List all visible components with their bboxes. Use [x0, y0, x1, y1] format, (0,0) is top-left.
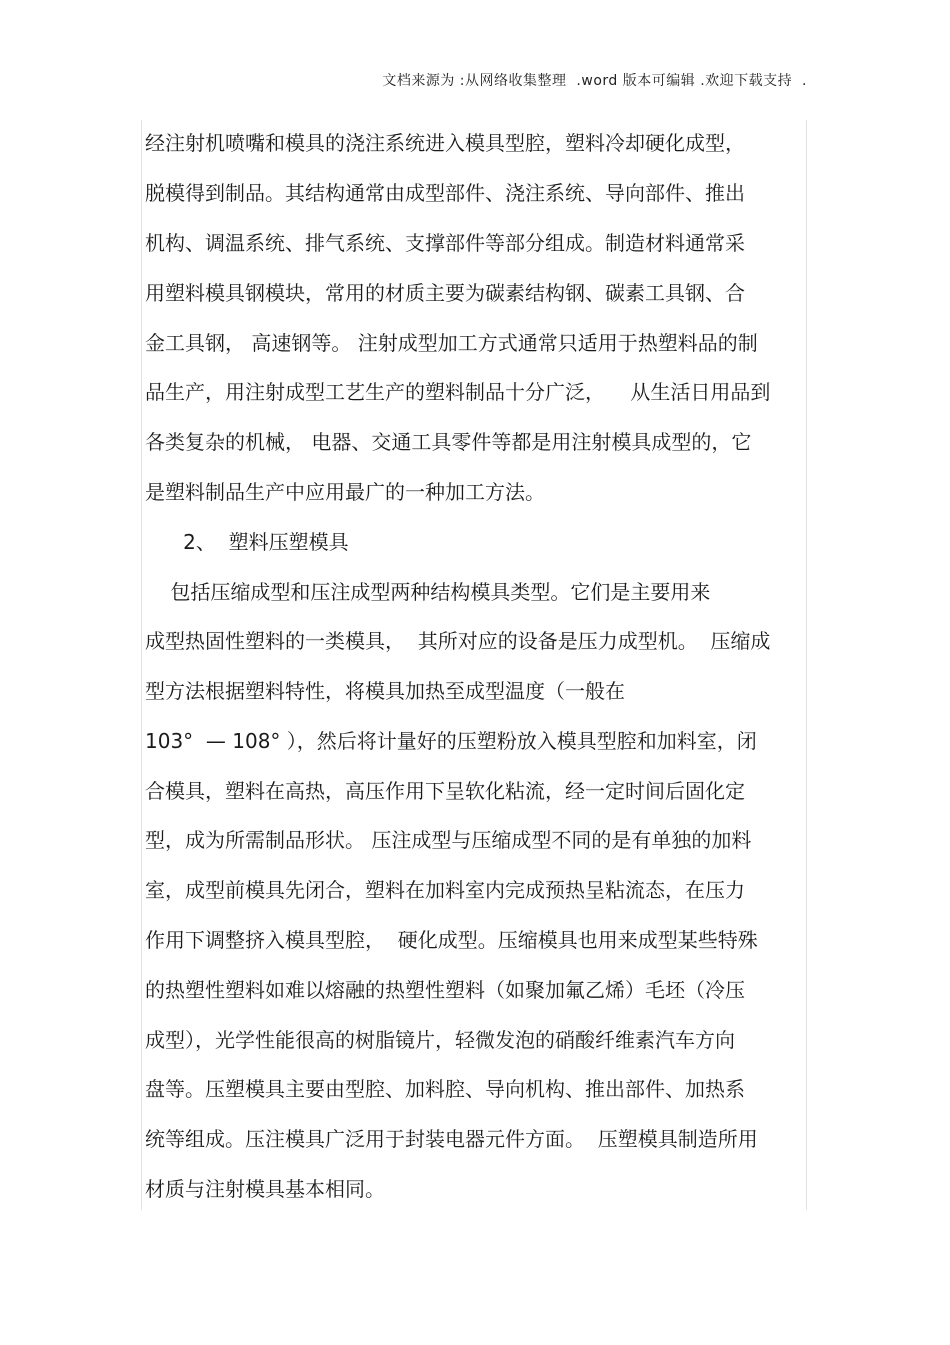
paragraph-line: 盘等。压塑模具主要由型腔、加料腔、导向机构、推出部件、加热系: [145, 1077, 745, 1101]
paragraph-line: 的热塑性塑料如难以熔融的热塑性塑料（如聚加氟乙烯）毛坯（冷压: [145, 978, 745, 1002]
paragraph-line: 型，成为所需制品形状。 压注成型与压缩成型不同的是有单独的加料: [145, 828, 752, 852]
document-body: [141, 120, 807, 1210]
paragraph-line: 品生产，用注射成型工艺生产的塑料制品十分广泛， 从生活日用品到: [145, 380, 771, 404]
paragraph-line: 合模具，塑料在高热，高压作用下呈软化粘流，经一定时间后固化定: [145, 779, 745, 803]
section-heading: 2、 塑料压塑模具: [145, 530, 349, 554]
paragraph-line: 脱模得到制品。其结构通常由成型部件、浇注系统、导向部件、推出: [145, 181, 745, 205]
paragraph-line: 统等组成。压注模具广泛用于封装电器元件方面。 压塑模具制造所用: [145, 1127, 758, 1151]
paragraph-line: 机构、调温系统、排气系统、支撑部件等部分组成。制造材料通常采: [145, 231, 745, 255]
paragraph-line: 是塑料制品生产中应用最广的一种加工方法。: [145, 480, 545, 504]
paragraph-line: 型方法根据塑料特性，将模具加热至成型温度（一般在: [145, 679, 625, 703]
paragraph-line: 各类复杂的机械， 电器、交通工具零件等都是用注射模具成型的，它: [145, 430, 752, 454]
paragraph-line: 材质与注射模具基本相同。: [145, 1177, 385, 1201]
paragraph-line: 金工具钢， 高速钢等。 注射成型加工方式通常只适用于热塑料品的制: [145, 331, 758, 355]
paragraph-line: 包括压缩成型和压注成型两种结构模具类型。它们是主要用来: [145, 580, 711, 604]
paragraph-line: 103° — 108° ），然后将计量好的压塑粉放入模具型腔和加料室，闭: [145, 729, 757, 753]
paragraph-line: 成型），光学性能很高的树脂镜片，轻微发泡的硝酸纤维素汽车方向: [145, 1028, 735, 1052]
paragraph-line: 室，成型前模具先闭合，塑料在加料室内完成预热呈粘流态，在压力: [145, 878, 745, 902]
paragraph-line: 经注射机喷嘴和模具的浇注系统进入模具型腔，塑料冷却硬化成型，: [145, 131, 745, 155]
paragraph-line: 作用下调整挤入模具型腔， 硬化成型。压缩模具也用来成型某些特殊: [145, 928, 758, 952]
paragraph-line: 用塑料模具钢模块，常用的材质主要为碳素结构钢、碳素工具钢、合: [145, 281, 745, 305]
paragraph-line: 成型热固性塑料的一类模具， 其所对应的设备是压力成型机。 压缩成: [145, 629, 771, 653]
page-header-source-note: 文档来源为 :从网络收集整理 .word 版本可编辑 .欢迎下载支持 .: [382, 73, 807, 89]
